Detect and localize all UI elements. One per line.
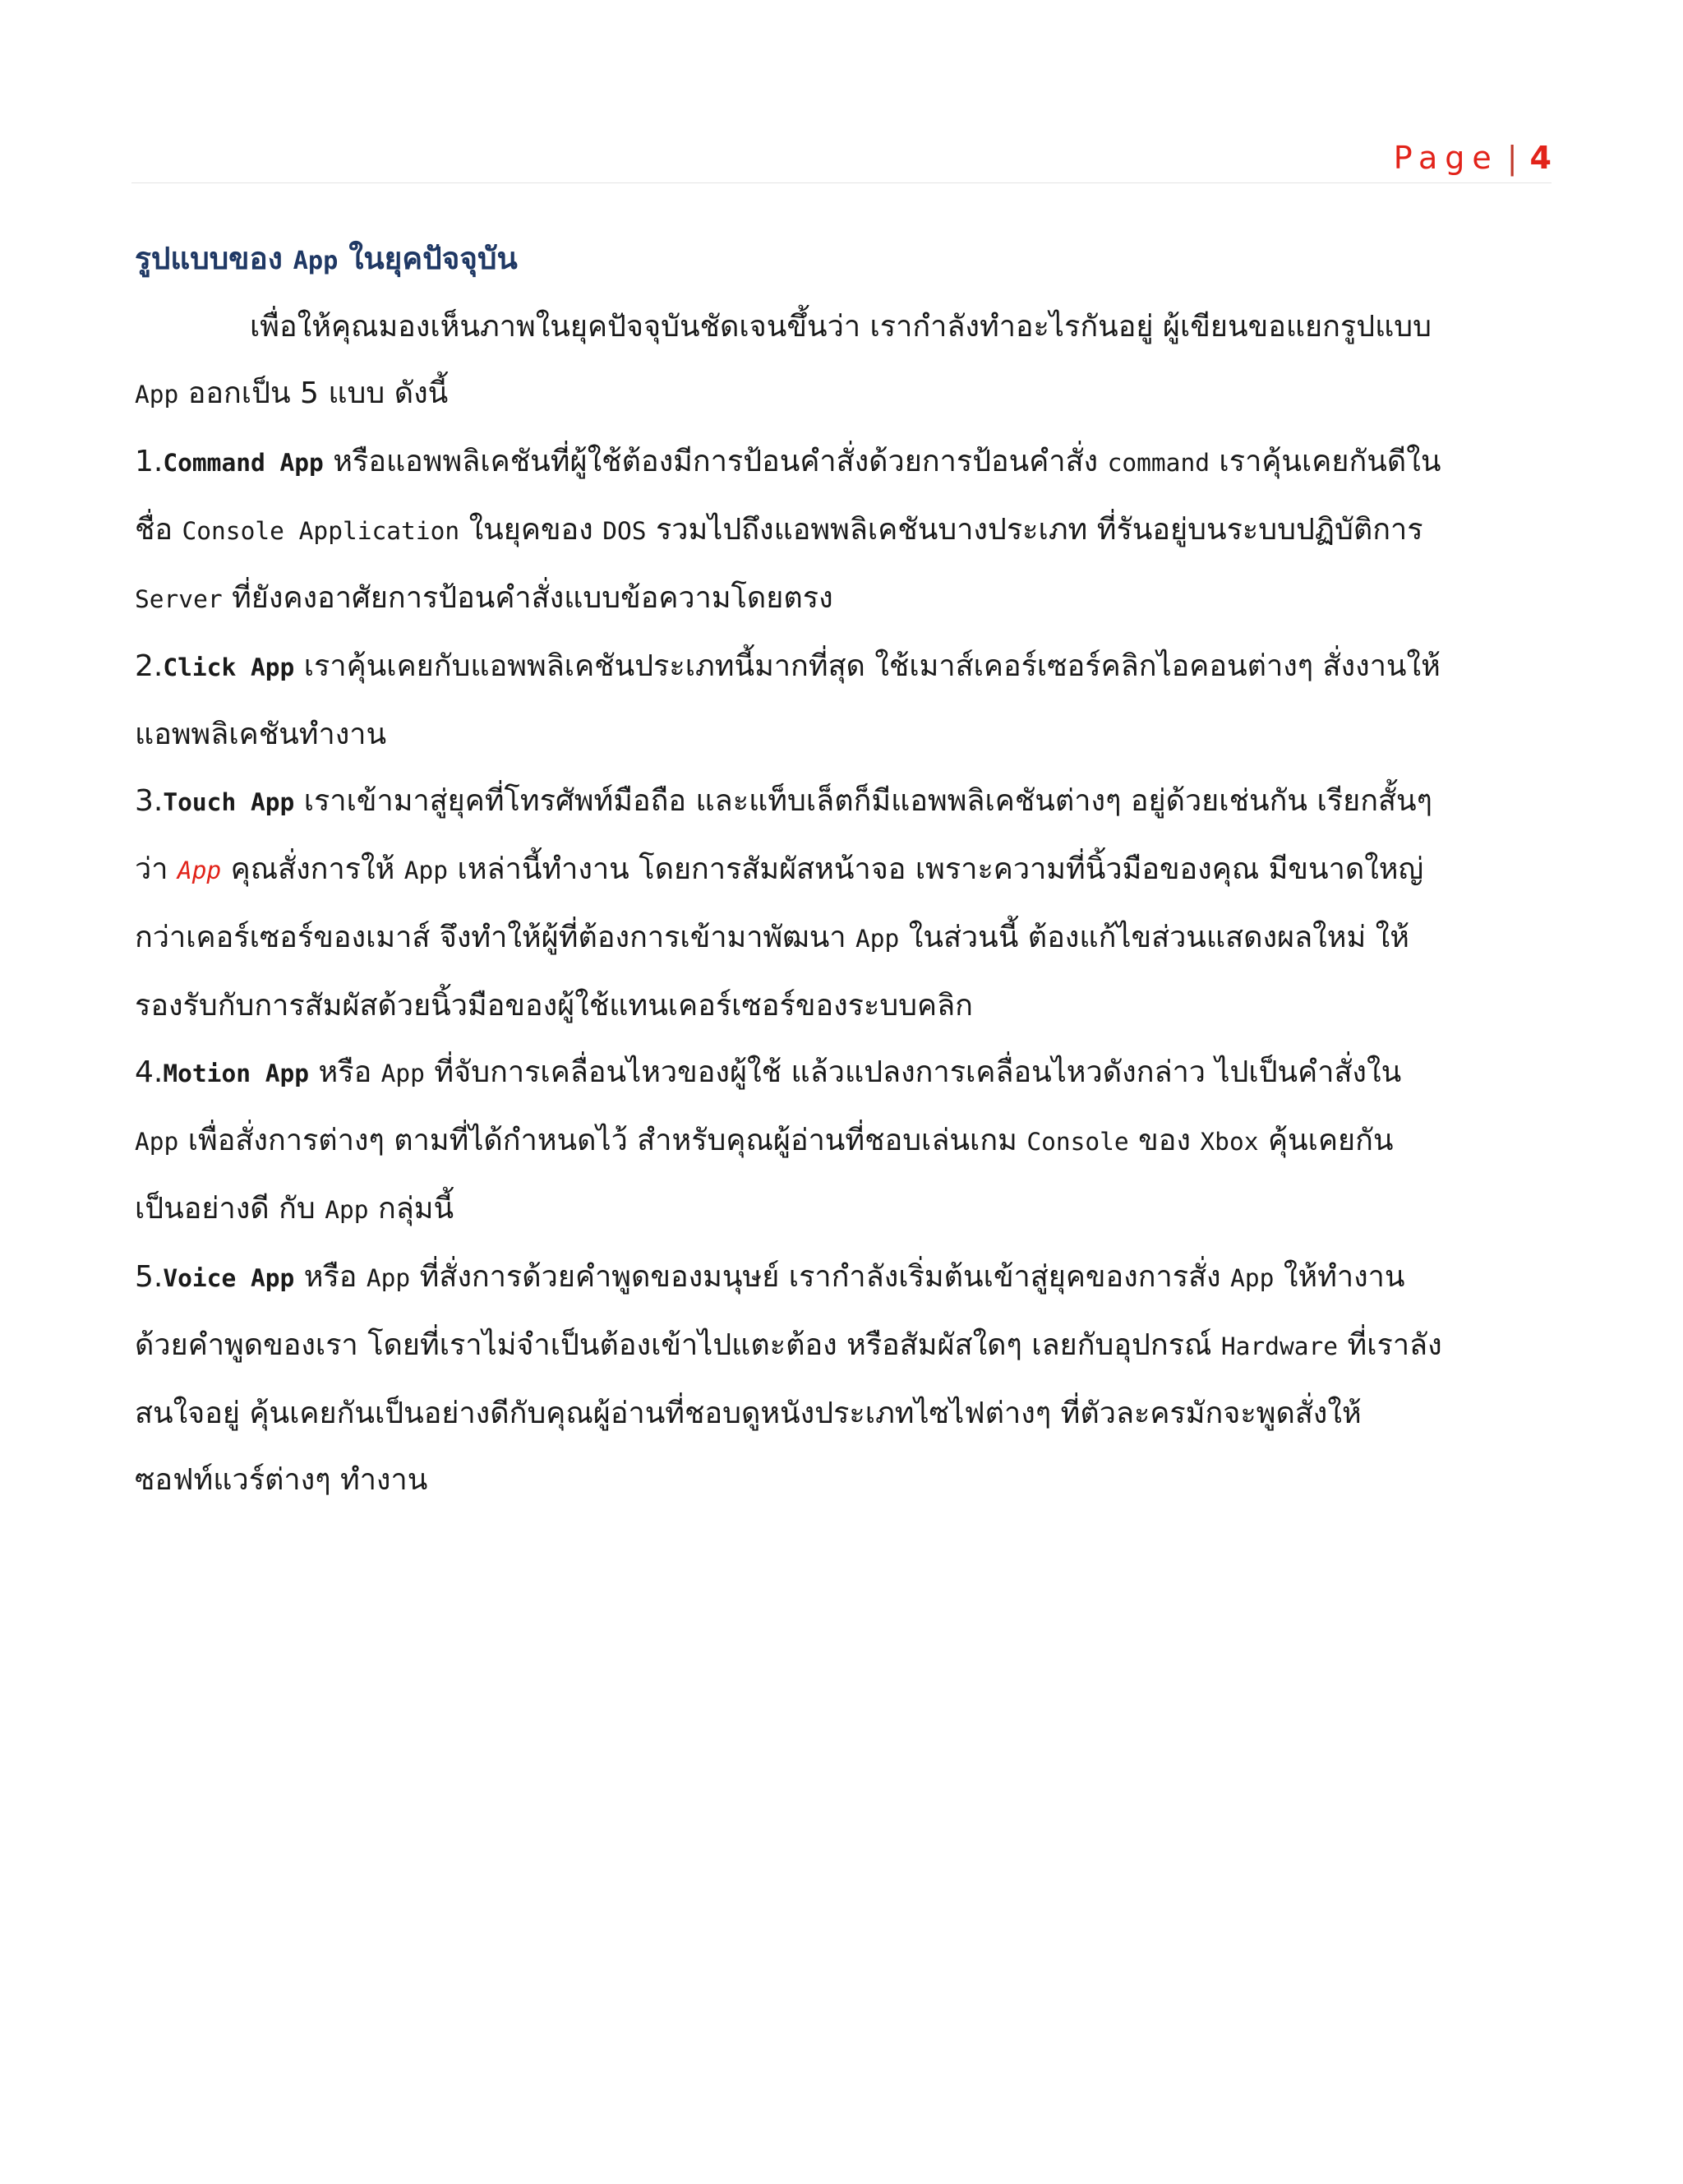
item3-line-2 (135, 836, 1548, 904)
item5-number: 5. (135, 1260, 164, 1294)
intro-app-word: App (135, 381, 179, 409)
item2-line-2: แอพพลิเคชันทำงาน (135, 718, 387, 751)
heading-app-word: App (293, 247, 339, 275)
item4-text: กลุ่มนี้ (368, 1192, 454, 1226)
item1-line-3 (135, 565, 1548, 633)
item3-number: 3. (135, 784, 164, 818)
item4-mono: Xbox (1200, 1128, 1259, 1156)
intro-paragraph (135, 293, 1548, 428)
list-item-motion-app (135, 1039, 1548, 1244)
list-item-voice-app (135, 1244, 1548, 1513)
item1-number: 1. (135, 445, 164, 478)
item4-mono: App (380, 1060, 425, 1087)
item1-mono: Console Application (182, 517, 460, 545)
item2-number: 2. (135, 649, 164, 683)
item4-mono: App (325, 1196, 369, 1224)
item4-text: เป็นอย่างดี กับ (135, 1192, 325, 1226)
item5-text: หรือ (294, 1260, 367, 1294)
item4-mono: App (135, 1128, 179, 1156)
item3-text: ในส่วนนี้ ต้องแก้ไขส่วนแสดงผลใหม่ ให้ (899, 921, 1409, 954)
item3-mono: App (403, 857, 449, 884)
list-item-touch-app (135, 768, 1548, 1039)
item4-line-1 (135, 1039, 1548, 1107)
intro-line-1: เพื่อให้คุณมองเห็นภาพในยุคปัจจุบันชัดเจนขึ้นว่า เรากำลังทำอะไรกันอยู่ ผู้เขียนขอแยกรูปแบบ (250, 310, 1432, 344)
item1-text: รวมไปถึงแอพพลิเคชันบางประเภท ที่รันอยู่บนระบบปฏิบัติการ (646, 513, 1423, 547)
page-label: Page (1393, 140, 1499, 176)
item1-mono: command (1107, 449, 1210, 477)
item4-line-3 (135, 1175, 1548, 1244)
item3-line-4: รองรับกับการสัมผัสด้วยนิ้วมือของผู้ใช้แทนเคอร์เซอร์ของระบบคลิก (135, 989, 973, 1023)
page-separator: | (1506, 140, 1525, 176)
item4-mono: Console (1026, 1128, 1129, 1156)
item5-text: ให้ทำงาน (1274, 1260, 1405, 1294)
item5-mono: Hardware (1220, 1332, 1339, 1360)
item3-text: เหล่านี้ทำงาน โดยการสัมผัสหน้าจอ เพราะความที่นิ้วมือของคุณ มีขนาดใหญ่ (448, 852, 1424, 886)
page-header (1394, 138, 1552, 178)
item2-line-1 (135, 633, 1548, 701)
item4-text: เพื่อสั่งการต่างๆ ตามที่ได้กำหนดไว้ สำหรับคุณผู้อ่านที่ชอบเล่นเกม (178, 1124, 1027, 1157)
item4-text: ที่จับการเคลื่อนไหวของผู้ใช้ แล้วแปลงการเคลื่อนไหวดังกล่าว ไปเป็นคำสั่งใน (424, 1055, 1402, 1089)
list-item-command-app (135, 428, 1548, 633)
item4-line-2 (135, 1107, 1548, 1175)
item5-mono: App (366, 1264, 411, 1292)
item3-text: ว่า (135, 852, 178, 886)
item5-text: ที่เราลัง (1338, 1328, 1442, 1362)
item4-term: Motion App (163, 1060, 310, 1087)
item2-term: Click App (163, 653, 295, 681)
item1-mono: Server (135, 585, 223, 613)
item3-line-3 (135, 904, 1548, 972)
item1-line-2 (135, 496, 1548, 565)
heading-text-1: รูปแบบของ (135, 241, 293, 276)
item3-mono: App (855, 925, 900, 953)
list-item-click-app (135, 633, 1548, 768)
item1-text: ชื่อ (135, 513, 182, 547)
item1-text: เราคุ้นเคยกันดีใน (1209, 445, 1441, 478)
item4-number: 4. (135, 1055, 164, 1089)
item4-text: หรือ (309, 1055, 381, 1089)
heading-text-2: ในยุคปัจจุบัน (338, 241, 518, 276)
item4-text: ของ (1128, 1124, 1201, 1157)
intro-line-2 (135, 360, 1548, 428)
item3-text: เราเข้ามาสู่ยุคที่โทรศัพท์มือถือ และแท็บเล็ตก็มีแอพพลิเคชันต่างๆ อยู่ด้วยเช่นกัน เรียกสั้นๆ (294, 784, 1432, 818)
header-divider (131, 182, 1552, 183)
item1-text: ในยุคของ (459, 513, 603, 547)
item3-term: Touch App (163, 788, 295, 816)
item1-mono: DOS (602, 517, 647, 545)
intro-line-2-text: ออกเป็น 5 แบบ ดังนี้ (178, 376, 449, 410)
item3-line-1 (135, 768, 1548, 836)
item5-line-4: ซอฟท์แวร์ต่างๆ ทำงาน (135, 1463, 428, 1497)
section-heading (135, 230, 1548, 290)
item4-text: คุ้นเคยกัน (1258, 1124, 1394, 1157)
item1-line-1 (135, 428, 1548, 496)
item5-line-1 (135, 1244, 1548, 1312)
item5-mono: App (1230, 1264, 1275, 1292)
item5-line-3: สนใจอยู่ คุ้นเคยกันเป็นอย่างดีกับคุณผู้อ่านที่ชอบดูหนังประเภทไซไฟต่างๆ ที่ตัวละครมักจะพูดสั่งให้ (135, 1397, 1362, 1430)
item1-text: ที่ยังคงอาศัยการป้อนคำสั่งแบบข้อความโดยตรง (222, 581, 833, 615)
item1-text: หรือแอพพลิเคชันที่ผู้ใช้ต้องมีการป้อนคำสั่งด้วยการป้อนคำสั่ง (323, 445, 1108, 478)
item5-term: Voice App (163, 1264, 295, 1292)
document-body (135, 230, 1548, 1513)
item3-text: คุณสั่งการให้ (221, 852, 404, 886)
item2-text: เราคุ้นเคยกับแอพพลิเคชันประเภทนี้มากที่สุด ใช้เมาส์เคอร์เซอร์คลิกไอคอนต่างๆ สั่งงานให้ (294, 649, 1441, 683)
item5-text: ที่สั่งการด้วยคำพูดของมนุษย์ เรากำลังเริ่มต้นเข้าสู่ยุคของการสั่ง (410, 1260, 1231, 1294)
item1-term: Command App (163, 449, 324, 477)
page-number: 4 (1529, 140, 1552, 176)
item5-line-2 (135, 1312, 1548, 1380)
item3-text: กว่าเคอร์เซอร์ของเมาส์ จึงทำให้ผู้ที่ต้องการเข้ามาพัฒนา (135, 921, 856, 954)
item5-text: ด้วยคำพูดของเรา โดยที่เราไม่จำเป็นต้องเข้าไปแตะต้อง หรือสัมผัสใดๆ เลยกับอุปกรณ์ (135, 1328, 1221, 1362)
item3-app-highlight: App (177, 857, 222, 884)
